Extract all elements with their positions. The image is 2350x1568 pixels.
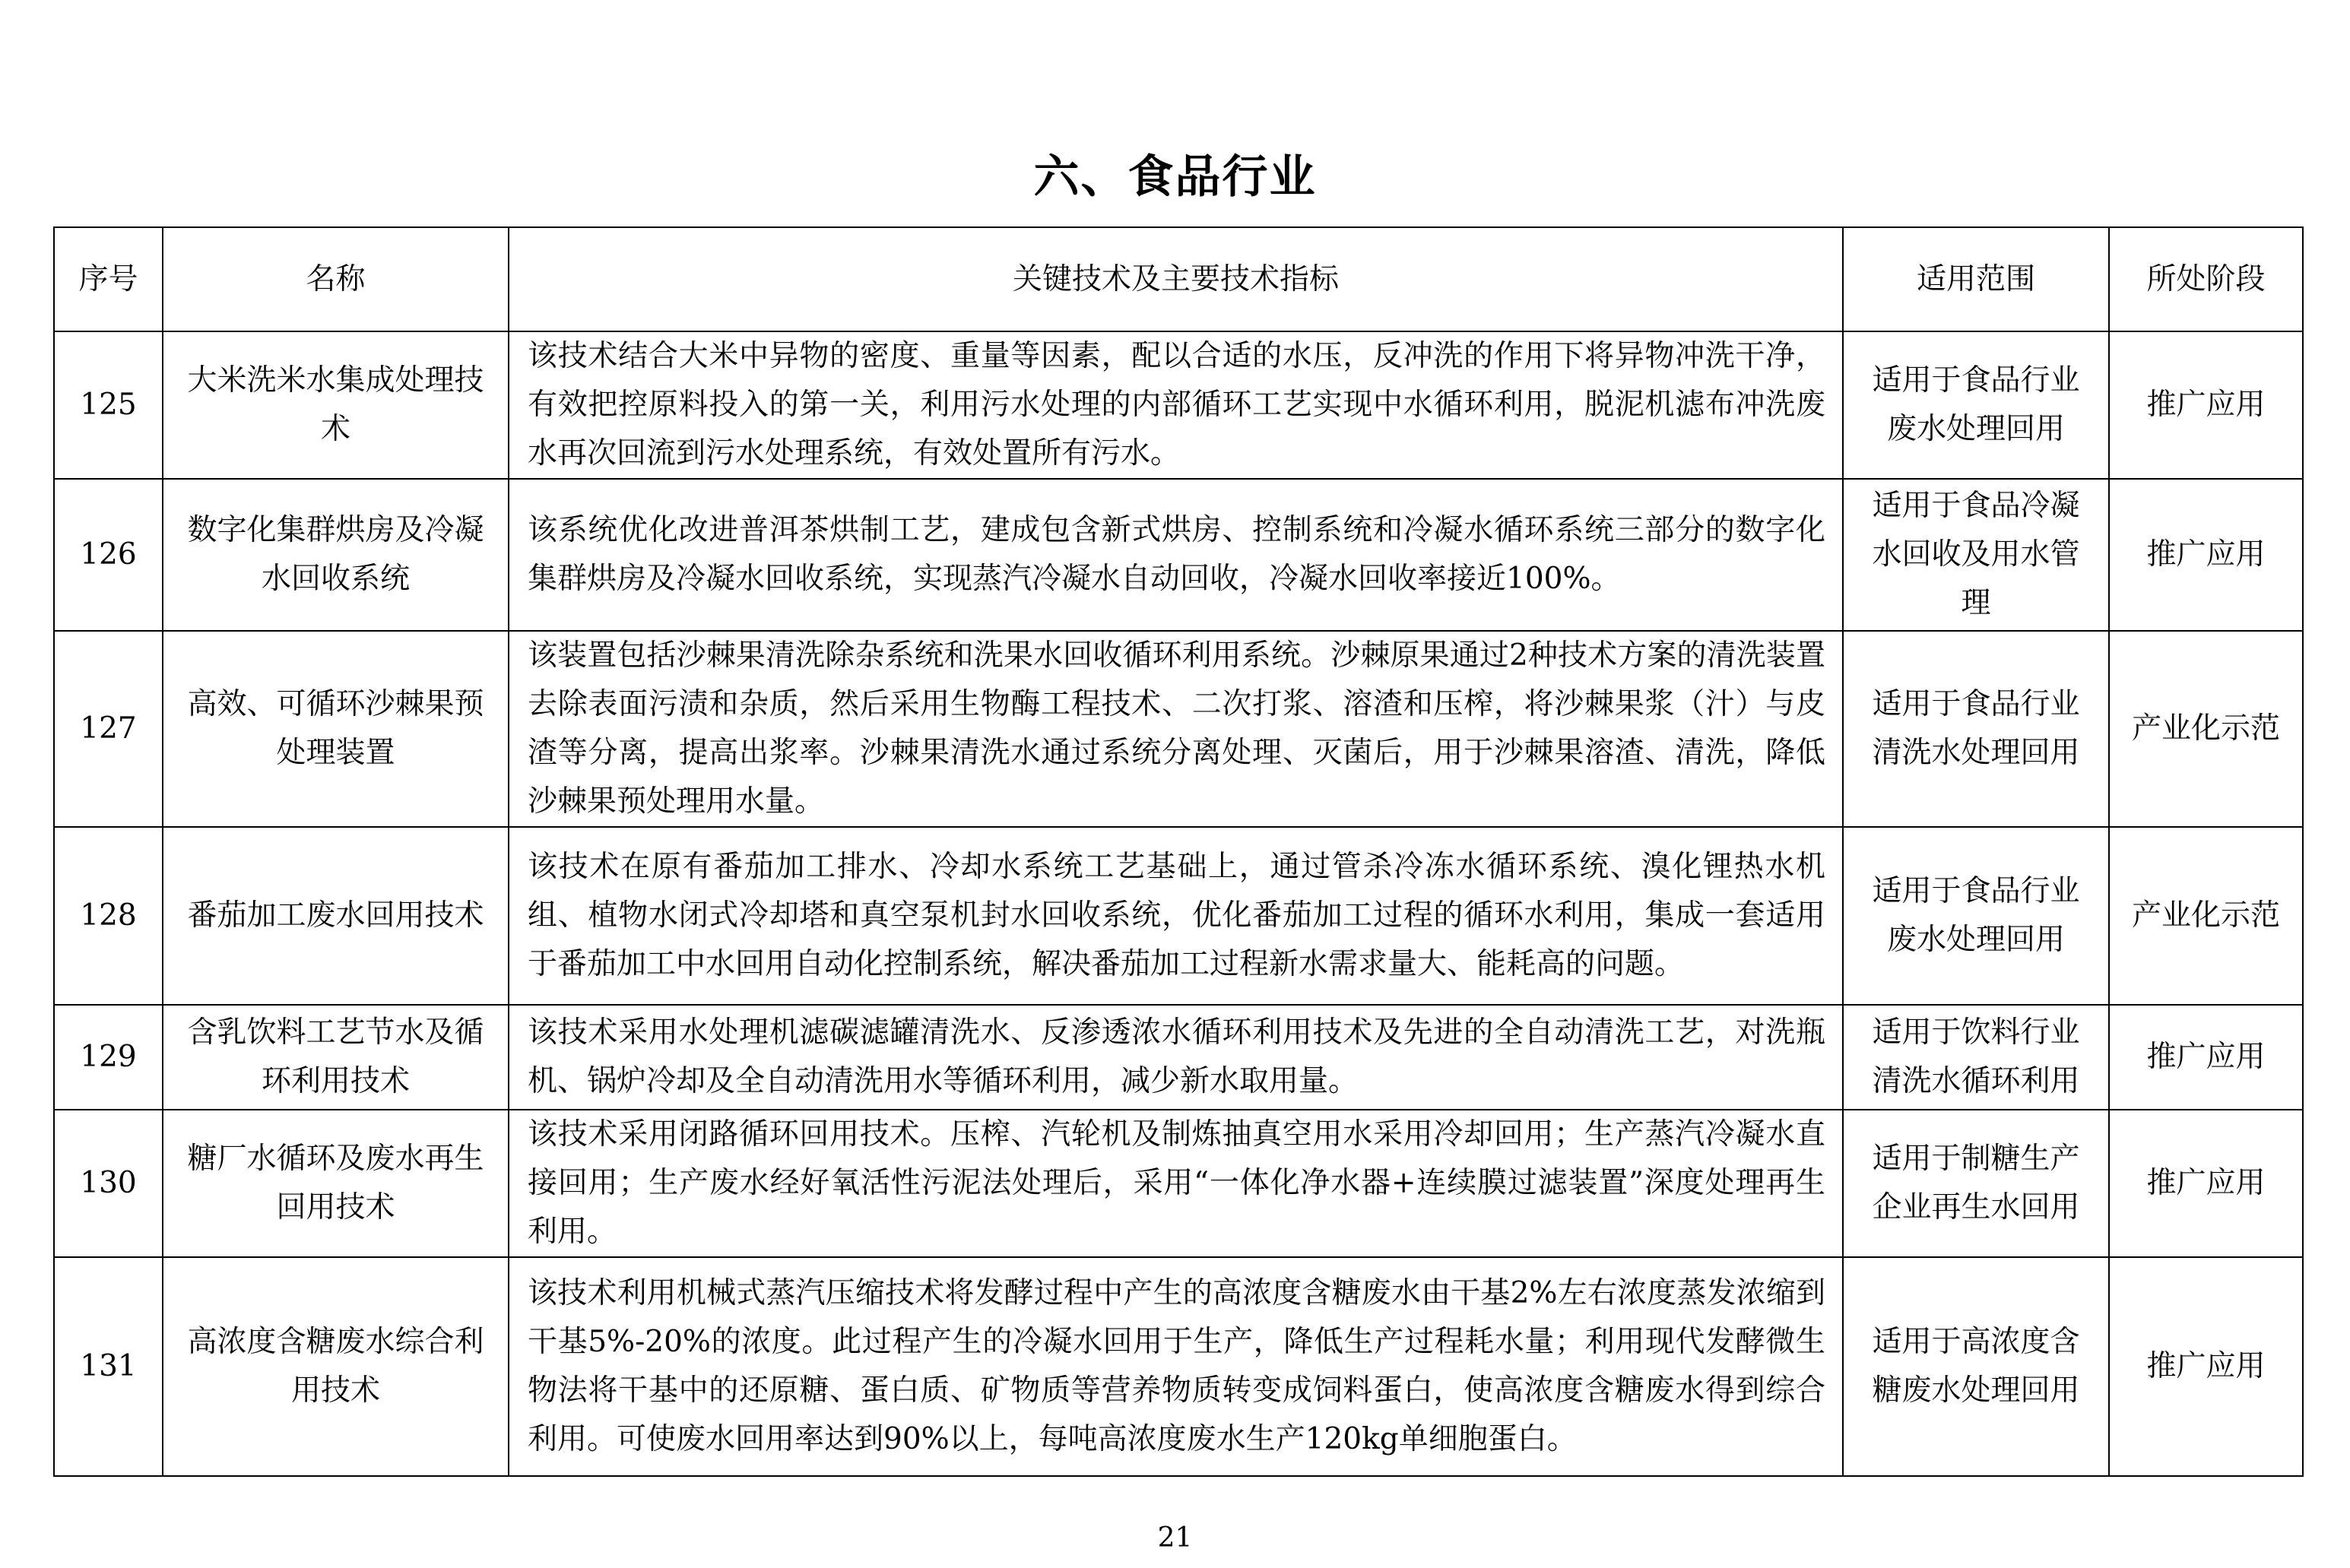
page-number: 21 [1157,1522,1193,1554]
row-number: 125 [54,331,163,479]
row-name: 大米洗米水集成处理技术 [163,331,509,479]
row-stage: 推广应用 [2109,331,2303,479]
table-row [54,479,2303,631]
row-description: 该技术利用机械式蒸汽压缩技术将发酵过程中产生的高浓度含糖废水由干基2%左右浓度蒸发浓缩到干基5%-20%的浓度。此过程产生的冷凝水回用于生产，降低生产过程耗水量；利用现代发酵微生物法将干基中的还原糖、蛋白质、矿物质等营养物质转变成饲料蛋白，使高浓度含糖废水得到综合利用。可使废水回用率达到90%以上，每吨高浓度废水生产120kg单细胞蛋白。 [509,1257,1843,1476]
row-stage: 产业化示范 [2109,827,2303,1005]
table-header-row [54,227,2303,331]
header-name: 名称 [163,227,509,331]
row-scope: 适用于食品行业清洗水处理回用 [1843,631,2109,827]
technology-table [53,226,2304,1477]
row-description: 该技术采用闭路循环回用技术。压榨、汽轮机及制炼抽真空用水采用冷却回用；生产蒸汽冷凝水直接回用；生产废水经好氧活性污泥法处理后，采用“一体化净水器+连续膜过滤装置”深度处理再生利用。 [509,1110,1843,1257]
row-number: 130 [54,1110,163,1257]
row-description: 该技术在原有番茄加工排水、冷却水系统工艺基础上，通过管杀冷冻水循环系统、溴化锂热水机组、植物水闭式冷却塔和真空泵机封水回收系统，优化番茄加工过程的循环水利用，集成一套适用于番茄加工中水回用自动化控制系统，解决番茄加工过程新水需求量大、能耗高的问题。 [509,827,1843,1005]
row-stage: 推广应用 [2109,1005,2303,1110]
row-name: 高浓度含糖废水综合利用技术 [163,1257,509,1476]
page-title: 六、食品行业 [1033,150,1317,204]
row-number: 127 [54,631,163,827]
row-scope: 适用于食品行业废水处理回用 [1843,331,2109,479]
table-row [54,1257,2303,1476]
row-scope: 适用于食品行业废水处理回用 [1843,827,2109,1005]
row-scope: 适用于制糖生产企业再生水回用 [1843,1110,2109,1257]
row-number: 131 [54,1257,163,1476]
header-scope: 适用范围 [1843,227,2109,331]
header-stage: 所处阶段 [2109,227,2303,331]
row-description: 该技术采用水处理机滤碳滤罐清洗水、反渗透浓水循环利用技术及先进的全自动清洗工艺，对洗瓶机、锅炉冷却及全自动清洗用水等循环利用，减少新水取用量。 [509,1005,1843,1110]
row-stage: 推广应用 [2109,1257,2303,1476]
table-row [54,1005,2303,1110]
row-name: 高效、可循环沙棘果预处理装置 [163,631,509,827]
header-serial-number: 序号 [54,227,163,331]
row-stage: 推广应用 [2109,1110,2303,1257]
table-row [54,631,2303,827]
row-scope: 适用于饮料行业清洗水循环利用 [1843,1005,2109,1110]
row-scope: 适用于食品冷凝水回收及用水管理 [1843,479,2109,631]
row-stage: 推广应用 [2109,479,2303,631]
row-name: 糖厂水循环及废水再生回用技术 [163,1110,509,1257]
row-number: 126 [54,479,163,631]
row-name: 番茄加工废水回用技术 [163,827,509,1005]
row-description: 该系统优化改进普洱茶烘制工艺，建成包含新式烘房、控制系统和冷凝水循环系统三部分的数字化集群烘房及冷凝水回收系统，实现蒸汽冷凝水自动回收，冷凝水回收率接近100%。 [509,479,1843,631]
row-number: 129 [54,1005,163,1110]
row-description: 该装置包括沙棘果清洗除杂系统和洗果水回收循环利用系统。沙棘原果通过2种技术方案的清洗装置去除表面污渍和杂质，然后采用生物酶工程技术、二次打浆、溶渣和压榨，将沙棘果浆（汁）与皮渣等分离，提高出浆率。沙棘果清洗水通过系统分离处理、灭菌后，用于沙棘果溶渣、清洗，降低沙棘果预处理用水量。 [509,631,1843,827]
row-name: 含乳饮料工艺节水及循环利用技术 [163,1005,509,1110]
row-number: 128 [54,827,163,1005]
row-scope: 适用于高浓度含糖废水处理回用 [1843,1257,2109,1476]
row-name: 数字化集群烘房及冷凝水回收系统 [163,479,509,631]
row-stage: 产业化示范 [2109,631,2303,827]
table-row [54,1110,2303,1257]
row-description: 该技术结合大米中异物的密度、重量等因素，配以合适的水压，反冲洗的作用下将异物冲洗干净，有效把控原料投入的第一关，利用污水处理的内部循环工艺实现中水循环利用，脱泥机滤布冲洗废水再次回流到污水处理系统，有效处置所有污水。 [509,331,1843,479]
table-row [54,827,2303,1005]
table-row [54,331,2303,479]
header-key-technology: 关键技术及主要技术指标 [509,227,1843,331]
